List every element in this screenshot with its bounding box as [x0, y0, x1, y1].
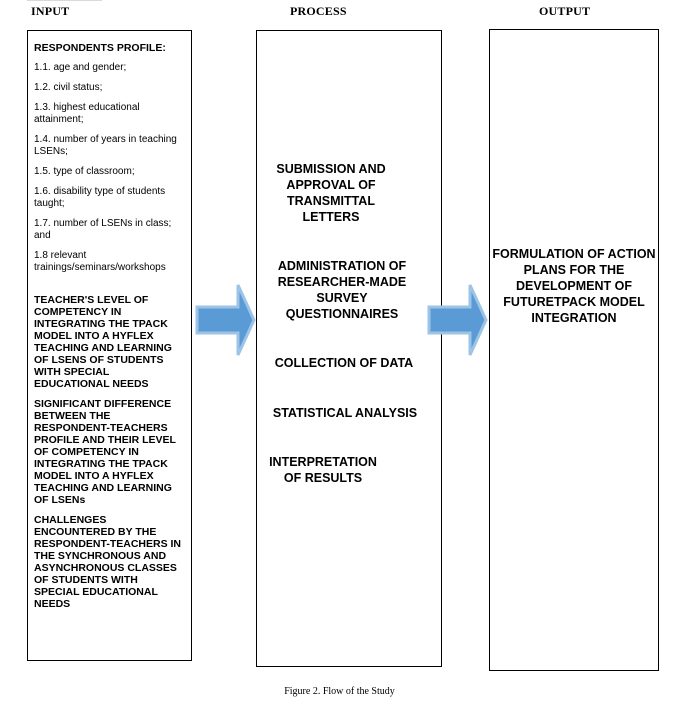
process-box	[256, 30, 442, 667]
process-step-collection: COLLECTION OF DATA	[274, 356, 414, 370]
input-block-competency: TEACHER'S LEVEL OF COMPETENCY IN INTEGRATING THE TPACK MODEL INTO A HYFLEX TEACHING AND LEARNING OF LSENS OF STUDENTS WITH SPECIAL EDUCATIONAL NEEDS	[34, 294, 172, 390]
figure-caption: Figure 2. Flow of the Study	[284, 686, 395, 697]
arrow-right-icon	[426, 283, 488, 357]
process-header: PROCESS	[290, 4, 347, 18]
input-box	[27, 30, 192, 661]
output-header: OUTPUT	[539, 4, 591, 18]
input-item: 1.8 relevant trainings/seminars/workshops	[34, 250, 166, 273]
process-step-interpretation: INTERPRETATION OF RESULTS	[269, 455, 377, 485]
input-item: 1.6. disability type of students taught;	[34, 186, 166, 209]
input-header: INPUT	[31, 4, 70, 18]
input-item: 1.2. civil status;	[34, 82, 103, 93]
input-item: 1.5. type of classroom;	[34, 166, 135, 177]
arrow-right-icon	[194, 283, 256, 357]
input-item: 1.1. age and gender;	[34, 62, 127, 73]
input-block-challenges: CHALLENGES ENCOUNTERED BY THE RESPONDENT-TEACHERS IN THE SYNCHRONOUS AND ASYNCHRONOUS CLASSES OF STUDENTS WITH SPECIAL EDUCATIONAL NEEDS	[34, 514, 182, 610]
process-step-analysis: STATISTICAL ANALYSIS	[272, 406, 418, 420]
input-block-difference: SIGNIFICANT DIFFERENCE BETWEEN THE RESPONDENT-TEACHERS PROFILE AND THEIR LEVEL OF COMPETENCY IN INTEGRATING THE TPACK MODEL INTO A HYFLEX TEACHING AND LEARNING OF LSENs	[34, 398, 176, 506]
process-step-administration: ADMINISTRATION OF RESEARCHER-MADE SURVEY QUESTIONNAIRES	[277, 259, 407, 321]
process-step-submission: SUBMISSION AND APPROVAL OF TRANSMITTAL LETTERS	[276, 162, 386, 224]
input-item: 1.7. number of LSENs in class; and	[34, 218, 172, 241]
output-text: FORMULATION OF ACTION PLANS FOR THE DEVELOPMENT OF FUTURETPACK MODEL INTEGRATION	[492, 247, 656, 325]
arrow-shape	[197, 285, 254, 355]
arrow-shape	[429, 285, 486, 355]
input-item: 1.3. highest educational attainment;	[34, 102, 140, 125]
output-box	[489, 29, 659, 671]
top-rule	[27, 0, 102, 1]
input-item: 1.4. number of years in teaching LSENs;	[34, 134, 177, 157]
input-title: RESPONDENTS PROFILE:	[34, 42, 166, 54]
